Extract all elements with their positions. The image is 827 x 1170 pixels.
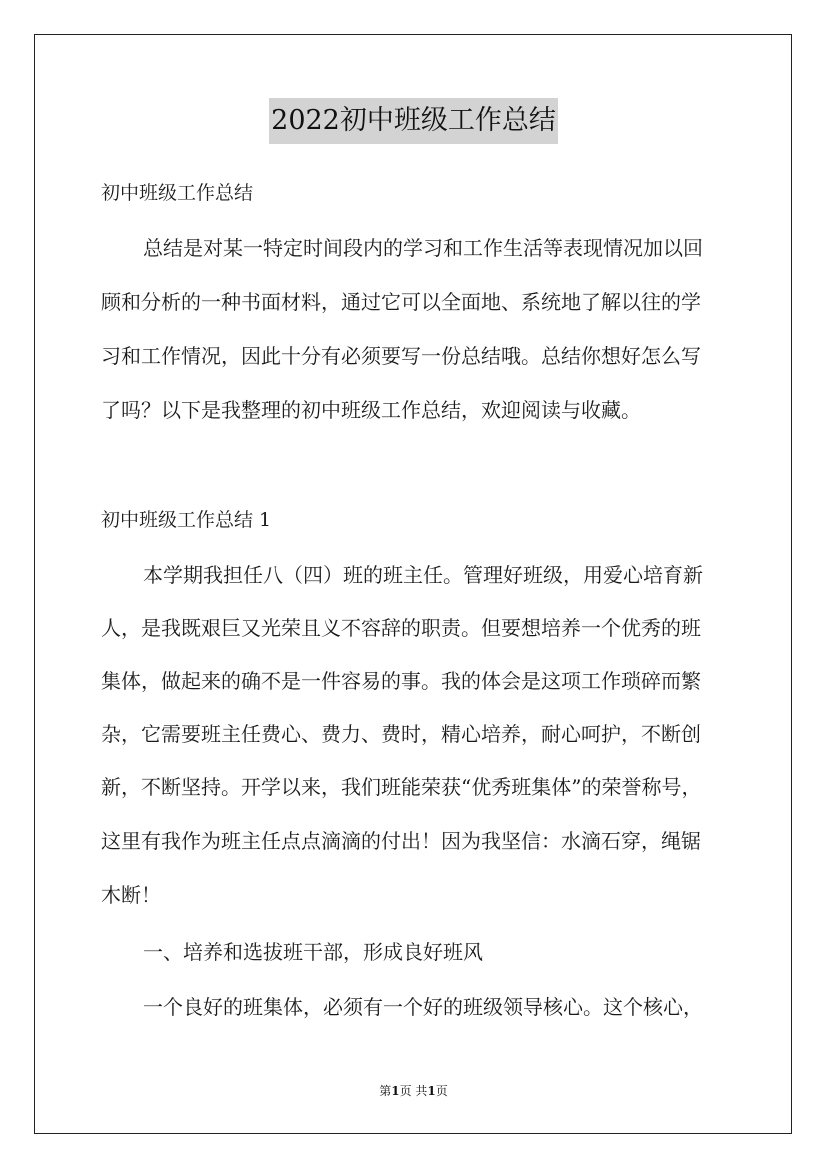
section1-line: 新，不断坚持。开学以来，我们班能荣获“优秀班集体”的荣誉称号， bbox=[101, 775, 702, 799]
section1-heading: 初中班级工作总结 1 bbox=[101, 509, 272, 531]
section1-line: 木断！ bbox=[101, 883, 161, 907]
footer-page-total: 1 bbox=[427, 1084, 436, 1098]
intro-line: 顾和分析的一种书面材料，通过它可以全面地、系统地了解以往的学 bbox=[101, 290, 701, 314]
footer-page-number: 1 bbox=[391, 1084, 400, 1098]
intro-line: 习和工作情况，因此十分有必须要写一份总结哦。总结你想好怎么写 bbox=[101, 344, 701, 368]
document-title: 2022初中班级工作总结 bbox=[269, 98, 558, 144]
section1-line: 人，是我既艰巨又光荣且义不容辞的职责。但要想培养一个优秀的班 bbox=[101, 616, 701, 640]
intro-line: 总结是对某一特定时间段内的学习和工作生活等表现情况加以回 bbox=[143, 236, 703, 260]
intro-line: 了吗？以下是我整理的初中班级工作总结，欢迎阅读与收藏。 bbox=[101, 398, 641, 422]
section1-line: 这里有我作为班主任点点滴滴的付出！因为我坚信：水滴石穿，绳锯 bbox=[101, 829, 701, 853]
footer-suffix: 页 bbox=[435, 1084, 448, 1098]
section1-line: 杂，它需要班主任费心、费力、费时，精心培养，耐心呵护，不断创 bbox=[101, 722, 701, 746]
section1-line: 本学期我担任八（四）班的班主任。管理好班级，用爱心培育新 bbox=[143, 563, 703, 587]
title-block bbox=[0, 98, 827, 144]
footer-mid: 页 共 bbox=[399, 1084, 428, 1098]
page-footer bbox=[0, 1082, 827, 1100]
footer-prefix: 第 bbox=[379, 1084, 392, 1098]
intro-heading: 初中班级工作总结 bbox=[101, 182, 254, 204]
point1-line: 一个良好的班集体，必须有一个好的班级领导核心。这个核心， bbox=[143, 995, 703, 1019]
point1-heading: 一、培养和选拔班干部，形成良好班风 bbox=[143, 940, 483, 964]
section1-line: 集体，做起来的确不是一件容易的事。我的体会是这项工作琐碎而繁 bbox=[101, 669, 701, 693]
